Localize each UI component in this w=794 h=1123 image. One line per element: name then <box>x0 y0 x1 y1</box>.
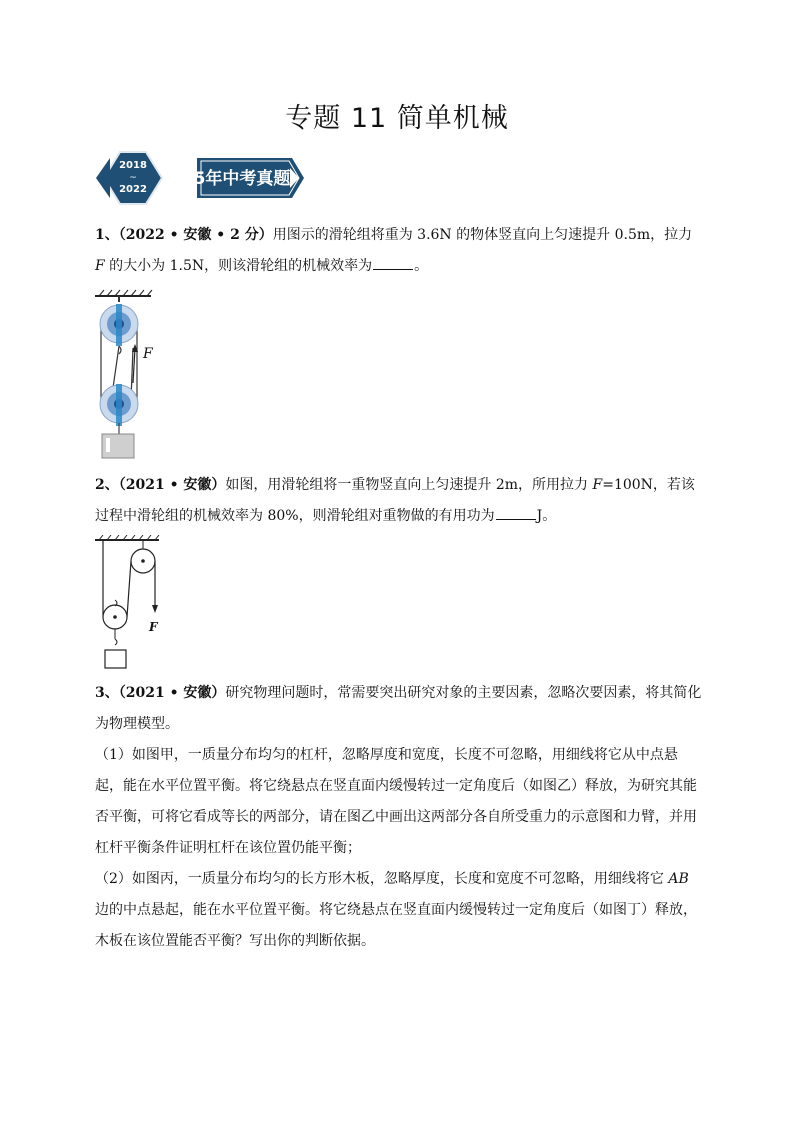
q3-part-1: （1）如图甲，一质量分布均匀的杠杆，忽略厚度和宽度，长度不可忽略，用细线将它从中点悬起，能在水平位置平衡。将它绕悬点在竖直面内缓慢转过一定角度后（如图乙）释放，为研究其能否平衡，可将它看成等长的两部分，请在图乙中画出这两部分各自所受重力的示意图和力臂，并用杠杆平衡条件证明杠杆在该位置仍能平衡； <box>95 747 697 856</box>
q2-pulley-figure <box>93 535 173 675</box>
q3-edge-ab: AB <box>668 871 689 887</box>
q1-answer-blank[interactable] <box>373 255 413 270</box>
q3-part-2-text-a: （2）如图丙，一质量分布均匀的长方形木板，忽略厚度，长度和宽度不可忽略，用细线将它 <box>95 871 669 887</box>
q3-head: 3、（2021 • 安徽） <box>95 685 226 701</box>
q1-figure-label: F <box>143 346 153 362</box>
q1-force-symbol: F <box>95 258 105 274</box>
q3-part-2 <box>95 864 705 957</box>
q3-intro: 研究物理问题时，常需要突出研究对象的主要因素，忽略次要因素，将其简化为物理模型。 <box>95 685 702 732</box>
q2-answer-blank[interactable] <box>496 505 536 520</box>
question-3 <box>95 678 705 957</box>
banner-label: 5年中考真题 <box>193 169 291 189</box>
question-2 <box>95 470 705 532</box>
q3-part-2-text-b: 边的中点悬起，能在水平位置平衡。将它绕悬点在竖直面内缓慢转过一定角度后（如图丁）释放，木板在该位置能否平衡？写出你的判断依据。 <box>95 902 697 949</box>
q2-head: 2、（2021 • 安徽） <box>95 477 226 493</box>
q1-text-c: 。 <box>414 258 429 274</box>
banner-years-bottom: 2022 <box>119 184 147 195</box>
q1-pulley-figure <box>93 288 173 464</box>
q2-text-c: J。 <box>536 508 557 524</box>
question-1 <box>95 220 705 282</box>
q1-text-b: 的大小为 1.5N，则该滑轮组的机械效率为 <box>104 258 373 274</box>
banner-years-dash: ~ <box>129 173 137 183</box>
q2-force-symbol: F <box>592 477 603 493</box>
q2-figure-label: F <box>149 620 158 634</box>
banner-years-top: 2018 <box>119 160 147 171</box>
q2-text-b: =100N，若该过程中滑轮组的机械效率为 80%，则滑轮组对重物做的有用功为 <box>95 477 695 524</box>
q2-text-a: 如图，用滑轮组将一重物竖直向上匀速提升 2m，所用拉力 <box>225 477 593 493</box>
section-banner <box>92 150 307 206</box>
page-title: 专题 11 简单机械 <box>285 103 509 134</box>
q3-intro-block <box>95 678 705 740</box>
q1-text-a: 用图示的滑轮组将重为 3.6N 的物体竖直向上匀速提升 0.5m，拉力 <box>272 227 693 243</box>
q1-head: 1、（2022 • 安徽 • 2 分） <box>95 227 273 243</box>
